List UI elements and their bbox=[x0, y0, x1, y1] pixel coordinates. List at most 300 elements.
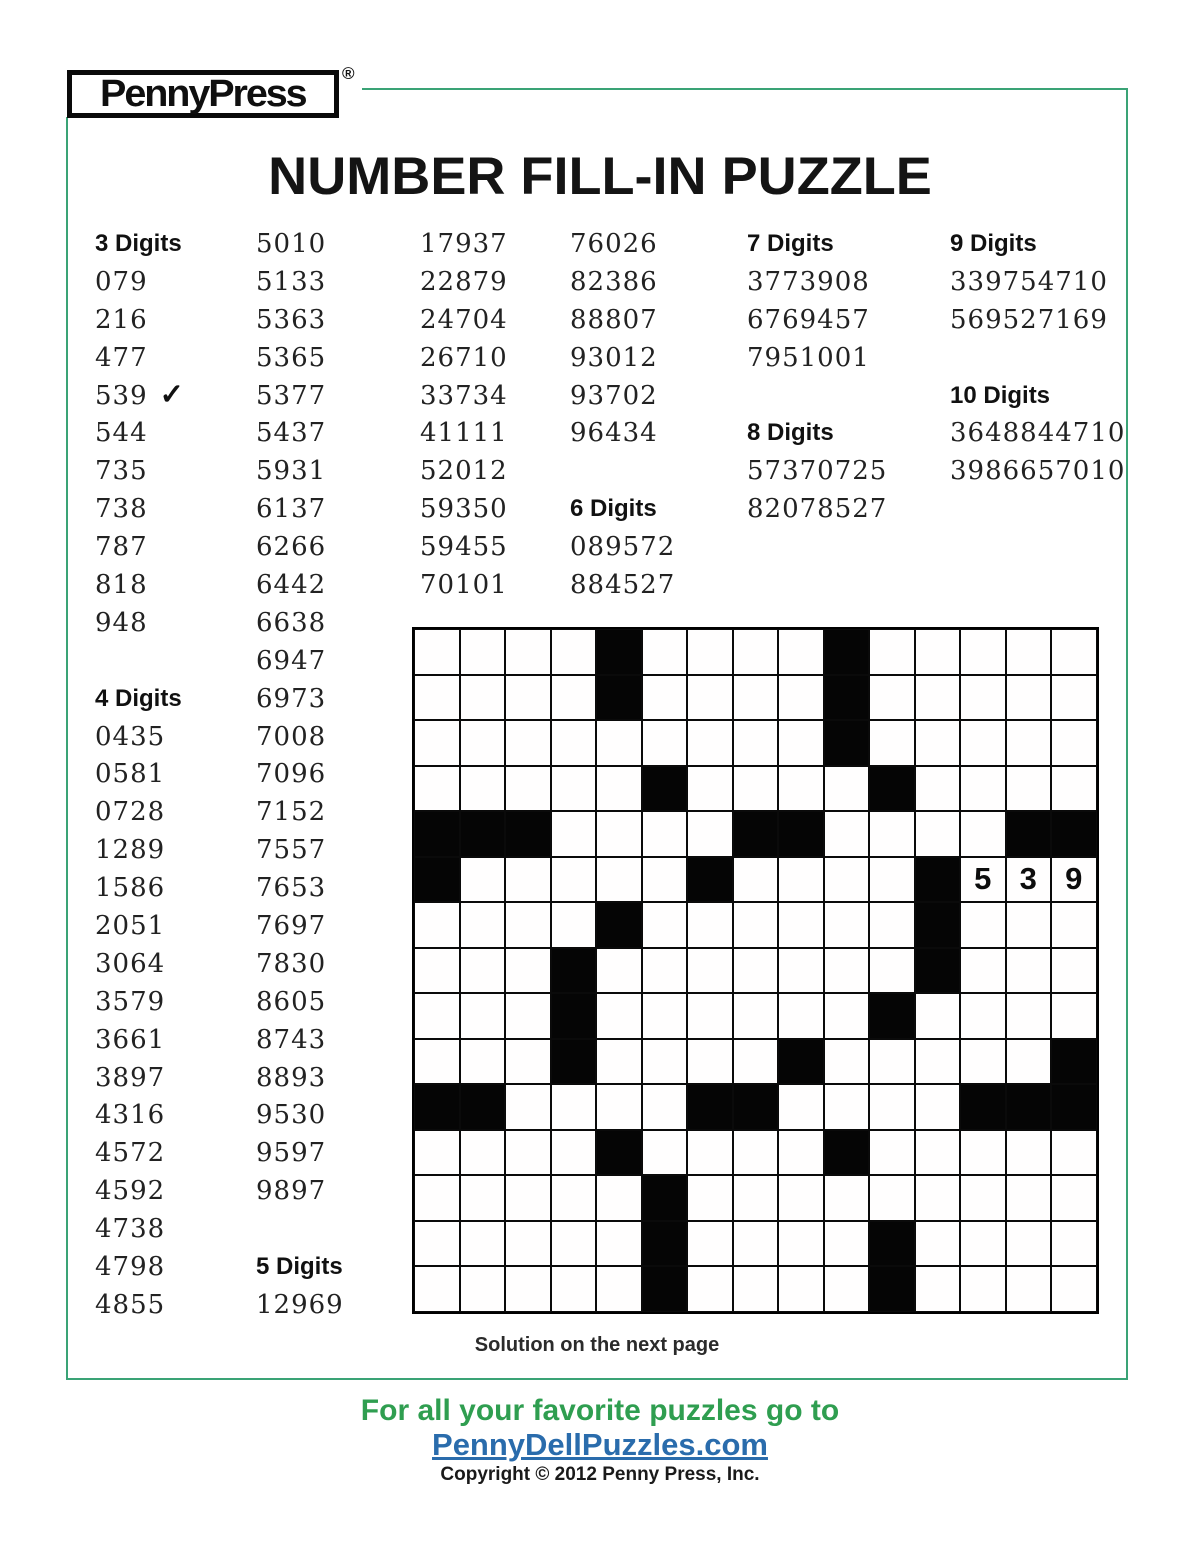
grid-cell-empty bbox=[505, 993, 551, 1039]
grid-cell-empty bbox=[642, 629, 688, 675]
grid-cell-empty bbox=[414, 1175, 460, 1221]
entry-number: 6769457 bbox=[747, 304, 870, 335]
list-entry bbox=[95, 490, 184, 528]
list-entry bbox=[256, 414, 344, 452]
grid-cell-empty bbox=[460, 1039, 506, 1085]
grid-cell-empty bbox=[733, 629, 779, 675]
entry-number: 22879 bbox=[420, 266, 508, 297]
solution-note: Solution on the next page bbox=[474, 1334, 720, 1356]
grid-cell-empty bbox=[460, 720, 506, 766]
grid-cell-empty bbox=[505, 1084, 551, 1130]
grid-cell-empty bbox=[642, 1084, 688, 1130]
list-entry bbox=[950, 414, 1125, 452]
list-entry bbox=[950, 452, 1125, 490]
grid-cell-empty bbox=[687, 1266, 733, 1312]
grid-cell-empty bbox=[915, 993, 961, 1039]
grid-cell-empty bbox=[505, 1130, 551, 1176]
grid-cell-empty bbox=[1051, 902, 1097, 948]
entry-number: 82386 bbox=[570, 266, 658, 297]
entry-number: 6442 bbox=[256, 569, 327, 600]
grid-cell-empty bbox=[960, 1039, 1006, 1085]
grid-cell-empty bbox=[869, 1039, 915, 1085]
grid-cell-empty bbox=[869, 720, 915, 766]
grid-cell-empty bbox=[687, 720, 733, 766]
grid-cell-empty bbox=[869, 1084, 915, 1130]
entry-number: 93702 bbox=[570, 380, 658, 411]
grid-cell-black bbox=[915, 948, 961, 994]
fill-in-grid bbox=[412, 627, 1099, 1314]
entry-number: 82078527 bbox=[747, 494, 888, 525]
list-entry bbox=[570, 377, 675, 415]
grid-cell-empty bbox=[551, 1266, 597, 1312]
section-header-label: 7 Digits bbox=[747, 229, 834, 257]
list-entry bbox=[95, 755, 184, 793]
grid-cell-empty bbox=[915, 811, 961, 857]
entry-number: 216 bbox=[95, 304, 148, 335]
list-entry bbox=[95, 907, 184, 945]
grid-cell-empty bbox=[778, 948, 824, 994]
entry-number: 738 bbox=[95, 494, 148, 525]
grid-cell-empty bbox=[869, 902, 915, 948]
grid-cell-empty bbox=[687, 811, 733, 857]
green-border-top bbox=[362, 88, 1128, 90]
entry-number: 2051 bbox=[95, 910, 166, 941]
grid-cell-empty bbox=[642, 720, 688, 766]
grid-cell-empty bbox=[778, 902, 824, 948]
grid-cell-empty bbox=[414, 766, 460, 812]
grid-cell-empty bbox=[460, 948, 506, 994]
entry-number: 4316 bbox=[95, 1100, 166, 1131]
grid-cell-black bbox=[505, 811, 551, 857]
grid-cell-empty bbox=[551, 1221, 597, 1267]
grid-cell-empty bbox=[505, 720, 551, 766]
grid-cell-black bbox=[1051, 1039, 1097, 1085]
grid-cell-empty bbox=[596, 1039, 642, 1085]
grid-cell-black bbox=[824, 1130, 870, 1176]
entry-number: 3661 bbox=[95, 1024, 166, 1055]
entry-number: 4572 bbox=[95, 1138, 166, 1169]
entry-number: 3773908 bbox=[747, 266, 870, 297]
entry-number: 4592 bbox=[95, 1176, 166, 1207]
grid-cell-black bbox=[414, 1084, 460, 1130]
grid-cell-black bbox=[733, 811, 779, 857]
grid-cell-empty bbox=[824, 811, 870, 857]
list-entry bbox=[570, 225, 675, 263]
entry-number: 7096 bbox=[256, 759, 327, 790]
grid-cell-empty bbox=[1006, 1130, 1052, 1176]
grid-cell-empty bbox=[960, 720, 1006, 766]
grid-cell-empty bbox=[414, 1221, 460, 1267]
entry-number: 0728 bbox=[95, 797, 166, 828]
grid-cell-black bbox=[1006, 1084, 1052, 1130]
section-header-label: 9 Digits bbox=[950, 229, 1037, 257]
section-header-label: 3 Digits bbox=[95, 229, 182, 257]
number-list-column-2 bbox=[256, 225, 344, 1324]
grid-cell-empty bbox=[733, 720, 779, 766]
grid-cell-empty bbox=[687, 1221, 733, 1267]
grid-cell-empty bbox=[687, 629, 733, 675]
grid-cell-empty bbox=[733, 857, 779, 903]
grid-cell-black bbox=[642, 1221, 688, 1267]
list-entry bbox=[95, 1021, 184, 1059]
grid-cell-empty bbox=[915, 1039, 961, 1085]
list-section-header bbox=[950, 377, 1125, 415]
list-entry bbox=[256, 490, 344, 528]
grid-cell-empty bbox=[551, 675, 597, 721]
list-entry bbox=[420, 490, 508, 528]
grid-cell-black bbox=[824, 720, 870, 766]
entry-number: 8605 bbox=[256, 986, 327, 1017]
grid-cell-empty bbox=[960, 766, 1006, 812]
list-entry bbox=[95, 869, 184, 907]
grid-cell-empty bbox=[960, 902, 1006, 948]
grid-cell-empty bbox=[733, 1130, 779, 1176]
list-entry bbox=[747, 339, 887, 377]
number-list-column-3 bbox=[420, 225, 508, 604]
grid-cell-black bbox=[642, 1266, 688, 1312]
grid-cell-empty bbox=[460, 902, 506, 948]
list-entry bbox=[95, 1059, 184, 1097]
entry-number: 4855 bbox=[95, 1289, 166, 1320]
grid-cell-empty bbox=[915, 766, 961, 812]
entry-number: 7152 bbox=[256, 797, 327, 828]
grid-cell-black bbox=[915, 902, 961, 948]
grid-cell-empty bbox=[642, 1039, 688, 1085]
grid-cell-empty bbox=[960, 1175, 1006, 1221]
grid-cell-empty bbox=[596, 811, 642, 857]
list-entry bbox=[420, 301, 508, 339]
grid-cell-empty bbox=[824, 1221, 870, 1267]
section-header-label: 5 Digits bbox=[256, 1252, 343, 1280]
entry-number: 7697 bbox=[256, 910, 327, 941]
list-section-header bbox=[95, 680, 184, 718]
list-entry bbox=[420, 377, 508, 415]
grid-cell-black bbox=[869, 993, 915, 1039]
list-entry bbox=[747, 263, 887, 301]
grid-cell-black bbox=[642, 766, 688, 812]
grid-cell-empty bbox=[596, 1221, 642, 1267]
pennypress-logo bbox=[67, 70, 339, 118]
grid-cell-empty bbox=[869, 675, 915, 721]
list-entry bbox=[256, 1134, 344, 1172]
grid-cell-empty bbox=[596, 766, 642, 812]
entry-number: 6973 bbox=[256, 683, 327, 714]
grid-cell-empty bbox=[505, 675, 551, 721]
entry-number: 884527 bbox=[570, 569, 676, 600]
grid-cell-empty bbox=[551, 720, 597, 766]
entry-number: 569527169 bbox=[950, 304, 1108, 335]
grid-cell-empty bbox=[778, 1266, 824, 1312]
grid-cell-empty bbox=[414, 675, 460, 721]
list-spacer bbox=[256, 1210, 344, 1248]
grid-cell-empty bbox=[915, 720, 961, 766]
section-header-label: 6 Digits bbox=[570, 495, 657, 523]
grid-cell-black bbox=[414, 857, 460, 903]
grid-cell-filled: 9 bbox=[1051, 857, 1097, 903]
list-section-header bbox=[256, 1248, 344, 1286]
list-entry bbox=[256, 1172, 344, 1210]
grid-cell-black bbox=[596, 675, 642, 721]
list-entry bbox=[256, 718, 344, 756]
list-entry bbox=[256, 680, 344, 718]
list-entry bbox=[95, 1248, 184, 1286]
grid-cell-empty bbox=[1051, 1221, 1097, 1267]
list-entry bbox=[256, 1021, 344, 1059]
grid-cell-empty bbox=[551, 1130, 597, 1176]
grid-cell-black bbox=[687, 1084, 733, 1130]
list-entry bbox=[95, 528, 184, 566]
grid-cell-empty bbox=[505, 766, 551, 812]
grid-cell-empty bbox=[824, 857, 870, 903]
list-entry bbox=[95, 831, 184, 869]
grid-cell-empty bbox=[687, 1039, 733, 1085]
entry-number: 76026 bbox=[570, 228, 658, 259]
grid-cell-empty bbox=[824, 948, 870, 994]
list-entry bbox=[420, 566, 508, 604]
entry-number: 9897 bbox=[256, 1176, 327, 1207]
grid-cell-empty bbox=[960, 629, 1006, 675]
grid-cell-empty bbox=[596, 1084, 642, 1130]
grid-cell-empty bbox=[414, 902, 460, 948]
list-section-header bbox=[570, 490, 675, 528]
grid-cell-empty bbox=[733, 1266, 779, 1312]
grid-cell-empty bbox=[1051, 629, 1097, 675]
list-entry bbox=[747, 452, 887, 490]
list-spacer bbox=[950, 339, 1125, 377]
grid-cell-empty bbox=[733, 1221, 779, 1267]
entry-number: 12969 bbox=[256, 1289, 344, 1320]
list-entry bbox=[256, 528, 344, 566]
entry-number: 3064 bbox=[95, 948, 166, 979]
grid-cell-empty bbox=[733, 993, 779, 1039]
entry-number: 57370725 bbox=[747, 456, 888, 487]
grid-cell-empty bbox=[551, 857, 597, 903]
entry-number: 93012 bbox=[570, 342, 658, 373]
grid-cell-empty bbox=[551, 766, 597, 812]
list-entry bbox=[256, 983, 344, 1021]
pennypress-logo-text: PennyPress bbox=[100, 73, 306, 115]
list-entry bbox=[747, 490, 887, 528]
grid-cell-empty bbox=[778, 993, 824, 1039]
grid-cell-empty bbox=[460, 675, 506, 721]
grid-cell-empty bbox=[414, 1039, 460, 1085]
grid-cell-empty bbox=[915, 629, 961, 675]
grid-cell-empty bbox=[733, 948, 779, 994]
grid-cell-empty bbox=[596, 993, 642, 1039]
grid-cell-empty bbox=[1006, 948, 1052, 994]
list-entry bbox=[95, 718, 184, 756]
grid-cell-empty bbox=[960, 1130, 1006, 1176]
grid-cell-empty bbox=[460, 993, 506, 1039]
grid-cell-empty bbox=[642, 675, 688, 721]
grid-cell-black bbox=[869, 766, 915, 812]
entry-number: 5377 bbox=[256, 380, 327, 411]
grid-cell-empty bbox=[414, 948, 460, 994]
list-entry bbox=[420, 414, 508, 452]
grid-cell-empty bbox=[414, 629, 460, 675]
green-border-bottom bbox=[66, 1378, 1128, 1380]
copyright-line: Copyright © 2012 Penny Press, Inc. bbox=[440, 1464, 760, 1485]
grid-cell-empty bbox=[915, 1175, 961, 1221]
grid-cell-empty bbox=[596, 948, 642, 994]
entry-number: 8743 bbox=[256, 1024, 327, 1055]
entry-number: 17937 bbox=[420, 228, 508, 259]
list-spacer bbox=[570, 452, 675, 490]
list-entry bbox=[570, 301, 675, 339]
grid-cell-empty bbox=[824, 1266, 870, 1312]
entry-number: 7951001 bbox=[747, 342, 870, 373]
grid-cell-empty bbox=[505, 1039, 551, 1085]
list-entry bbox=[570, 263, 675, 301]
list-section-header bbox=[95, 225, 184, 263]
list-spacer bbox=[747, 377, 887, 415]
entry-number: 5437 bbox=[256, 418, 327, 449]
grid-cell-empty bbox=[733, 766, 779, 812]
grid-cell-black bbox=[869, 1221, 915, 1267]
number-list-column-5 bbox=[747, 225, 887, 528]
grid-cell-empty bbox=[869, 857, 915, 903]
entry-number: 0581 bbox=[95, 759, 166, 790]
list-entry bbox=[256, 339, 344, 377]
footer-link-row bbox=[0, 1427, 1200, 1463]
grid-cell-black bbox=[733, 1084, 779, 1130]
grid-cell-empty bbox=[1006, 675, 1052, 721]
entry-number: 544 bbox=[95, 418, 148, 449]
grid-cell-empty bbox=[869, 629, 915, 675]
grid-cell-empty bbox=[915, 1221, 961, 1267]
list-entry bbox=[95, 1134, 184, 1172]
grid-cell-empty bbox=[960, 993, 1006, 1039]
grid-cell-empty bbox=[551, 902, 597, 948]
grid-cell-empty bbox=[460, 1130, 506, 1176]
grid-cell-empty bbox=[1006, 629, 1052, 675]
grid-cell-empty bbox=[642, 948, 688, 994]
checkmark-icon: ✓ bbox=[159, 379, 184, 411]
grid-cell-empty bbox=[778, 1175, 824, 1221]
grid-cell-empty bbox=[1051, 993, 1097, 1039]
entry-number: 59455 bbox=[420, 532, 508, 563]
entry-number: 735 bbox=[95, 456, 148, 487]
list-entry bbox=[256, 945, 344, 983]
entry-number: 0435 bbox=[95, 721, 166, 752]
list-entry bbox=[95, 301, 184, 339]
grid-cell-empty bbox=[1006, 1266, 1052, 1312]
list-entry bbox=[256, 1059, 344, 1097]
entry-number: 7830 bbox=[256, 948, 327, 979]
list-entry bbox=[256, 642, 344, 680]
entry-number: 1586 bbox=[95, 873, 166, 904]
list-entry bbox=[256, 1096, 344, 1134]
grid-cell-black bbox=[778, 811, 824, 857]
entry-number: 339754710 bbox=[950, 266, 1108, 297]
entry-number: 477 bbox=[95, 342, 148, 373]
grid-cell-empty bbox=[1051, 766, 1097, 812]
grid-cell-empty bbox=[1051, 675, 1097, 721]
grid-cell-empty bbox=[824, 1039, 870, 1085]
entry-number: 4798 bbox=[95, 1251, 166, 1282]
entry-number: 5363 bbox=[256, 304, 327, 335]
grid-cell-empty bbox=[778, 1084, 824, 1130]
grid-cell-black bbox=[869, 1266, 915, 1312]
entry-number: 3648844710 bbox=[950, 418, 1126, 449]
grid-cell-empty bbox=[460, 1266, 506, 1312]
grid-cell-empty bbox=[505, 1175, 551, 1221]
grid-cell-black bbox=[824, 629, 870, 675]
grid-cell-filled: 3 bbox=[1006, 857, 1052, 903]
green-border-left bbox=[66, 117, 68, 1378]
grid-cell-black bbox=[414, 811, 460, 857]
grid-cell-empty bbox=[733, 902, 779, 948]
grid-cell-black bbox=[551, 993, 597, 1039]
grid-cell-empty bbox=[1006, 993, 1052, 1039]
grid-cell-empty bbox=[824, 766, 870, 812]
list-entry bbox=[747, 301, 887, 339]
entry-number: 1289 bbox=[95, 835, 166, 866]
grid-cell-black bbox=[915, 857, 961, 903]
list-entry bbox=[95, 1172, 184, 1210]
grid-cell-empty bbox=[505, 948, 551, 994]
list-entry bbox=[256, 755, 344, 793]
grid-cell-empty bbox=[687, 948, 733, 994]
entry-number: 5365 bbox=[256, 342, 327, 373]
entry-number: 24704 bbox=[420, 304, 508, 335]
grid-cell-black bbox=[1051, 1084, 1097, 1130]
list-entry bbox=[256, 831, 344, 869]
list-entry bbox=[570, 339, 675, 377]
grid-cell-empty bbox=[869, 948, 915, 994]
grid-cell-empty bbox=[778, 766, 824, 812]
list-entry bbox=[420, 528, 508, 566]
grid-cell-empty bbox=[687, 675, 733, 721]
grid-cell-empty bbox=[1051, 948, 1097, 994]
list-entry bbox=[256, 907, 344, 945]
entry-number: 96434 bbox=[570, 418, 658, 449]
entry-number: 6137 bbox=[256, 494, 327, 525]
grid-cell-empty bbox=[1051, 720, 1097, 766]
grid-cell-empty bbox=[642, 1130, 688, 1176]
grid-cell-empty bbox=[1051, 1130, 1097, 1176]
grid-cell-empty bbox=[824, 993, 870, 1039]
grid-cell-empty bbox=[915, 1084, 961, 1130]
list-section-header bbox=[747, 225, 887, 263]
grid-cell-black bbox=[642, 1175, 688, 1221]
page-title: NUMBER FILL-IN PUZZLE bbox=[268, 147, 932, 206]
list-entry bbox=[95, 377, 184, 415]
list-entry bbox=[256, 869, 344, 907]
grid-cell-empty bbox=[551, 1084, 597, 1130]
entry-number: 3897 bbox=[95, 1062, 166, 1093]
pennydellpuzzles-link[interactable]: PennyDellPuzzles.com bbox=[432, 1427, 768, 1462]
list-entry bbox=[95, 566, 184, 604]
grid-cell-black bbox=[1051, 811, 1097, 857]
number-list-column-6 bbox=[950, 225, 1125, 490]
grid-cell-empty bbox=[687, 993, 733, 1039]
entry-number: 5133 bbox=[256, 266, 327, 297]
list-entry bbox=[420, 263, 508, 301]
entry-number: 59350 bbox=[420, 494, 508, 525]
grid-cell-empty bbox=[551, 629, 597, 675]
list-entry bbox=[256, 452, 344, 490]
grid-cell-empty bbox=[778, 629, 824, 675]
grid-cell-empty bbox=[733, 675, 779, 721]
list-entry bbox=[256, 604, 344, 642]
list-entry bbox=[95, 452, 184, 490]
grid-cell-empty bbox=[505, 1266, 551, 1312]
section-header-label: 8 Digits bbox=[747, 419, 834, 447]
grid-cell-empty bbox=[505, 857, 551, 903]
grid-cell-empty bbox=[687, 766, 733, 812]
list-entry bbox=[950, 301, 1125, 339]
